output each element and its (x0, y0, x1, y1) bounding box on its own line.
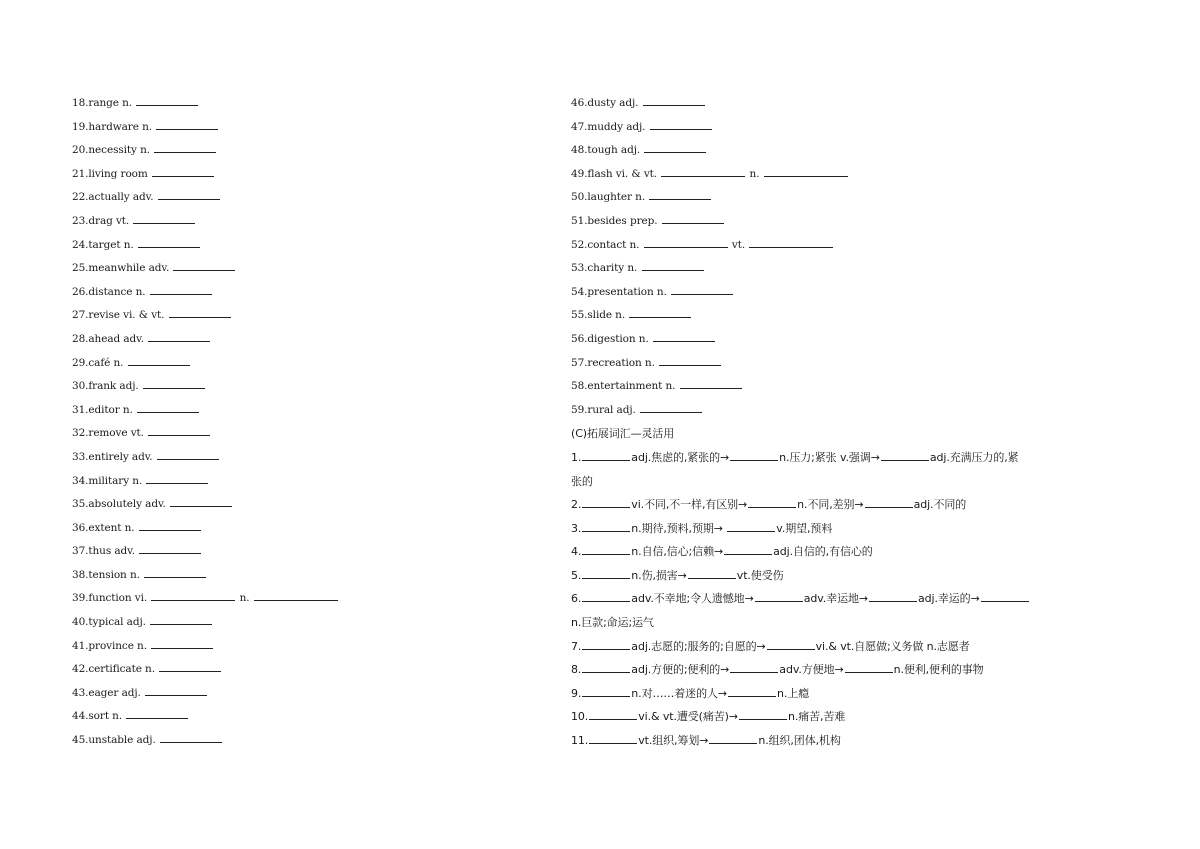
extended-text: n.不同,差别→ (797, 498, 864, 512)
vocab-word: 56.digestion n. (571, 332, 649, 345)
answer-blank[interactable] (156, 118, 218, 130)
extended-item (571, 705, 1051, 729)
answer-blank[interactable] (881, 449, 929, 461)
answer-blank[interactable] (173, 259, 235, 271)
answer-blank[interactable] (148, 424, 210, 436)
answer-blank[interactable] (671, 283, 733, 295)
answer-blank[interactable] (151, 637, 213, 649)
answer-blank[interactable] (724, 543, 772, 555)
extended-text: vi.不同,不一样,有区别→ (631, 498, 748, 512)
vocab-item (72, 352, 532, 376)
vocab-word: 36.extent n. (72, 521, 135, 534)
answer-blank[interactable] (138, 236, 200, 248)
answer-blank[interactable] (730, 449, 778, 461)
answer-blank[interactable] (137, 401, 199, 413)
extended-text: 9. (571, 686, 582, 700)
vocab-item (72, 328, 532, 352)
answer-blank[interactable] (688, 567, 736, 579)
vocab-item (571, 352, 1051, 376)
section-heading: (C)拓展词汇—灵活用 (571, 427, 675, 441)
extended-item (571, 470, 1051, 494)
vocab-word: 26.distance n. (72, 285, 146, 298)
answer-blank[interactable] (582, 520, 630, 532)
extended-text: n.组织,团体,机构 (758, 734, 841, 748)
answer-blank[interactable] (582, 590, 630, 602)
extended-text: adv.方便地→ (779, 663, 844, 677)
extended-text: n.期待,预料,预期→ (631, 521, 727, 535)
extended-text: n.伤,损害→ (631, 568, 687, 582)
vocab-item (72, 564, 532, 588)
extended-text: vi.& vt.自愿做;义务做 n.志愿者 (815, 639, 970, 653)
vocab-item (72, 587, 532, 611)
extended-item (571, 517, 1051, 541)
vocab-item (72, 470, 532, 494)
extended-text: 8. (571, 663, 582, 677)
vocab-item (72, 658, 532, 682)
extended-text: v.期望,预料 (776, 521, 833, 535)
vocab-item (72, 281, 532, 305)
vocab-item (571, 328, 1051, 352)
vocab-word: 25.meanwhile adv. (72, 262, 170, 275)
answer-blank[interactable] (589, 732, 637, 744)
extended-item (571, 446, 1051, 470)
extended-text: adj.不同的 (913, 498, 967, 512)
vocab-word: 33.entirely adv. (72, 450, 153, 463)
answer-blank[interactable] (126, 707, 188, 719)
extended-text: 6. (571, 592, 582, 606)
vocab-word: 40.typical adj. (72, 616, 146, 629)
extended-vocab-list (571, 446, 1051, 753)
vocab-item (72, 422, 532, 446)
answer-blank[interactable] (139, 542, 201, 554)
vocab-pos: vt. (731, 238, 746, 251)
answer-blank[interactable] (582, 567, 630, 579)
answer-blank[interactable] (644, 236, 728, 248)
answer-blank[interactable] (727, 520, 775, 532)
answer-blank[interactable] (629, 306, 691, 318)
answer-blank[interactable] (150, 613, 212, 625)
answer-blank[interactable] (845, 661, 893, 673)
answer-blank[interactable] (748, 496, 796, 508)
extended-text: 5. (571, 568, 582, 582)
vocab-word: 35.absolutely adv. (72, 498, 166, 511)
answer-blank[interactable] (128, 354, 190, 366)
extended-item (571, 611, 1051, 635)
extended-text: adv.不幸地;令人遗憾地→ (631, 592, 754, 606)
vocab-item (72, 682, 532, 706)
vocab-word: 32.remove vt. (72, 427, 144, 440)
answer-blank[interactable] (582, 685, 630, 697)
answer-blank[interactable] (146, 472, 208, 484)
answer-blank[interactable] (755, 590, 803, 602)
vocab-item (72, 257, 532, 281)
answer-blank[interactable] (170, 495, 232, 507)
answer-blank[interactable] (869, 590, 917, 602)
vocab-pos: n. (749, 167, 760, 180)
answer-blank[interactable] (730, 661, 778, 673)
extended-text: adj.幸运的→ (918, 592, 980, 606)
extended-text: adj.志愿的;服务的;自愿的→ (631, 639, 766, 653)
vocab-word: 53.charity n. (571, 262, 638, 275)
extended-text: n.自信,信心;信赖→ (631, 545, 724, 559)
answer-blank[interactable] (582, 496, 630, 508)
answer-blank[interactable] (642, 259, 704, 271)
vocab-item (571, 116, 1051, 140)
vocab-word: 47.muddy adj. (571, 120, 646, 133)
answer-blank[interactable] (157, 448, 219, 460)
extended-item (571, 493, 1051, 517)
answer-blank[interactable] (133, 212, 195, 224)
answer-blank[interactable] (644, 141, 706, 153)
answer-blank[interactable] (659, 354, 721, 366)
answer-blank[interactable] (749, 236, 833, 248)
vocab-word: 21.living room (72, 167, 148, 180)
vocab-column-right (571, 92, 1051, 753)
vocab-word: 39.function vi. (72, 592, 148, 605)
vocab-item (72, 517, 532, 541)
answer-blank[interactable] (728, 685, 776, 697)
vocab-word: 27.revise vi. & vt. (72, 309, 165, 322)
vocab-item (72, 116, 532, 140)
extended-text: vi.& vt.遭受(痛苦)→ (638, 710, 738, 724)
answer-blank[interactable] (144, 566, 206, 578)
answer-blank[interactable] (254, 589, 338, 601)
extended-text: 3. (571, 521, 582, 535)
vocab-item (72, 399, 532, 423)
vocab-word: 59.rural adj. (571, 403, 636, 416)
vocab-word: 28.ahead adv. (72, 332, 144, 345)
answer-blank[interactable] (589, 708, 637, 720)
answer-blank[interactable] (143, 377, 205, 389)
extended-item (571, 658, 1051, 682)
answer-blank[interactable] (653, 330, 715, 342)
vocab-item (72, 540, 532, 564)
extended-text: vt.组织,筹划→ (638, 734, 709, 748)
vocab-item (571, 92, 1051, 116)
extended-text: adj.充满压力的,紧 (929, 450, 1019, 464)
extended-text: 10. (571, 710, 589, 724)
answer-blank[interactable] (582, 449, 630, 461)
vocab-word: 34.military n. (72, 474, 143, 487)
extended-item (571, 587, 1051, 611)
answer-blank[interactable] (649, 188, 711, 200)
answer-blank[interactable] (158, 188, 220, 200)
vocab-word: 31.editor n. (72, 403, 133, 416)
vocab-word: 19.hardware n. (72, 120, 152, 133)
answer-blank[interactable] (169, 306, 231, 318)
answer-blank[interactable] (767, 638, 815, 650)
answer-blank[interactable] (160, 731, 222, 743)
extended-text: 7. (571, 639, 582, 653)
answer-blank[interactable] (680, 377, 742, 389)
answer-blank[interactable] (152, 165, 214, 177)
vocab-word: 49.flash vi. & vt. (571, 167, 658, 180)
answer-blank[interactable] (582, 543, 630, 555)
answer-blank[interactable] (151, 589, 235, 601)
extended-text: n.痛苦,苦难 (787, 710, 846, 724)
vocab-item (72, 186, 532, 210)
vocab-word: 29.café n. (72, 356, 124, 369)
vocab-word: 42.certificate n. (72, 663, 155, 676)
extended-text: adj.方便的;便利的→ (631, 663, 730, 677)
vocab-item (571, 257, 1051, 281)
vocab-word: 55.slide n. (571, 309, 626, 322)
vocab-word: 30.frank adj. (72, 380, 139, 393)
answer-blank[interactable] (662, 212, 724, 224)
answer-blank[interactable] (650, 118, 712, 130)
vocab-word: 43.eager adj. (72, 686, 141, 699)
vocab-item (571, 139, 1051, 163)
answer-blank[interactable] (981, 590, 1029, 602)
vocab-word: 57.recreation n. (571, 356, 655, 369)
answer-blank[interactable] (136, 94, 198, 106)
vocab-item (72, 635, 532, 659)
vocab-item (72, 375, 532, 399)
vocab-item (571, 163, 1051, 187)
extended-text: n.压力;紧张 v.强调→ (779, 450, 880, 464)
vocab-word: 41.province n. (72, 639, 147, 652)
answer-blank[interactable] (643, 94, 705, 106)
extended-item (571, 540, 1051, 564)
extended-item (571, 729, 1051, 753)
answer-blank[interactable] (865, 496, 913, 508)
extended-text: adv.幸运地→ (803, 592, 868, 606)
answer-blank[interactable] (709, 732, 757, 744)
extended-text: n.对……着迷的人→ (631, 686, 727, 700)
answer-blank[interactable] (739, 708, 787, 720)
vocab-item (571, 375, 1051, 399)
vocab-item (571, 281, 1051, 305)
vocab-pos: n. (239, 592, 250, 605)
vocab-word: 45.unstable adj. (72, 734, 156, 747)
vocab-word: 54.presentation n. (571, 285, 667, 298)
answer-blank[interactable] (661, 165, 745, 177)
extended-text: adj.自信的,有信心的 (773, 545, 873, 559)
vocab-word: 24.target n. (72, 238, 134, 251)
vocab-word: 38.tension n. (72, 568, 140, 581)
extended-text: 11. (571, 734, 589, 748)
vocab-item (72, 304, 532, 328)
vocab-word: 50.laughter n. (571, 191, 646, 204)
vocab-column-left (72, 92, 532, 753)
vocab-word: 44.sort n. (72, 710, 123, 723)
answer-blank[interactable] (640, 401, 702, 413)
vocab-item (72, 163, 532, 187)
answer-blank[interactable] (764, 165, 848, 177)
vocab-item (571, 399, 1051, 423)
answer-blank[interactable] (150, 283, 212, 295)
vocab-word: 51.besides prep. (571, 214, 658, 227)
answer-blank[interactable] (148, 330, 210, 342)
vocab-item (72, 210, 532, 234)
extended-text: 张的 (571, 474, 593, 488)
vocab-word: 52.contact n. (571, 238, 640, 251)
extended-item (571, 682, 1051, 706)
answer-blank[interactable] (145, 684, 207, 696)
vocab-item (72, 493, 532, 517)
vocab-item (72, 705, 532, 729)
vocab-item (571, 304, 1051, 328)
answer-blank[interactable] (582, 638, 630, 650)
extended-text: n.巨款;命运;运气 (571, 616, 654, 630)
extended-text: vt.使受伤 (736, 568, 784, 582)
vocab-item (72, 92, 532, 116)
vocab-item (72, 139, 532, 163)
vocab-word: 18.range n. (72, 97, 133, 109)
vocab-item (571, 210, 1051, 234)
vocab-word: 23.drag vt. (72, 214, 130, 227)
extended-text: adj.焦虑的,紧张的→ (631, 450, 730, 464)
vocab-item (72, 446, 532, 470)
answer-blank[interactable] (159, 660, 221, 672)
vocab-word: 37.thus adv. (72, 545, 135, 558)
vocab-word: 22.actually adv. (72, 191, 154, 204)
answer-blank[interactable] (582, 661, 630, 673)
extended-text: 1. (571, 450, 582, 464)
vocab-item (72, 729, 532, 753)
extended-text: n.便利,便利的事物 (893, 663, 984, 677)
vocab-item (72, 234, 532, 258)
vocab-word: 20.necessity n. (72, 144, 150, 157)
extended-item (571, 635, 1051, 659)
vocab-word: 48.tough adj. (571, 144, 641, 157)
extended-item (571, 564, 1051, 588)
answer-blank[interactable] (139, 519, 201, 531)
vocab-item (571, 234, 1051, 258)
extended-text: 4. (571, 545, 582, 559)
answer-blank[interactable] (154, 141, 216, 153)
extended-text: 2. (571, 498, 582, 512)
vocab-list-right (571, 92, 1051, 422)
extended-text: n.上瘾 (776, 686, 810, 700)
vocab-item (571, 186, 1051, 210)
vocab-word: 58.entertainment n. (571, 380, 676, 393)
vocab-word: 46.dusty adj. (571, 97, 639, 109)
vocab-item (72, 611, 532, 635)
